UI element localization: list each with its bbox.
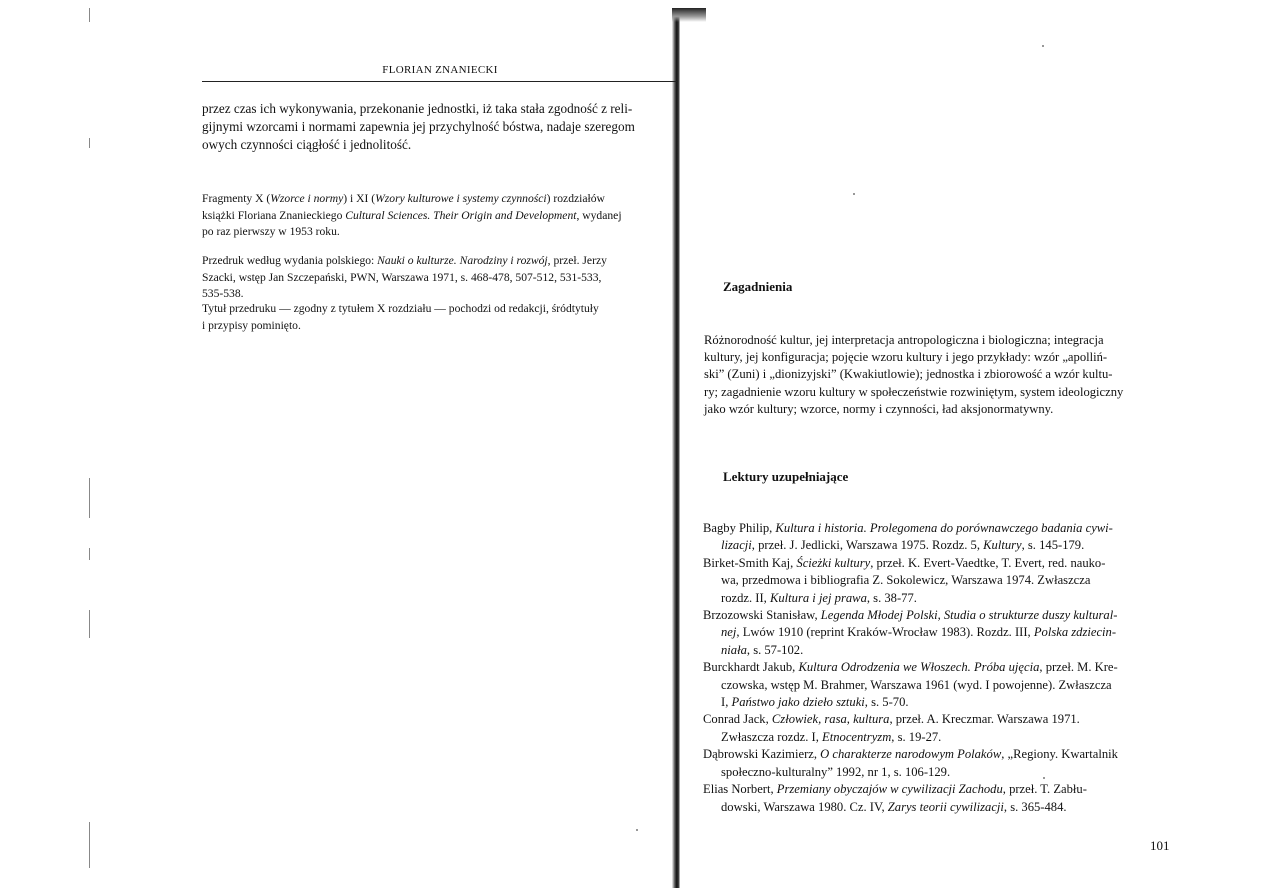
running-head-rule <box>202 81 678 82</box>
issues-paragraph <box>704 332 1180 418</box>
body-line: owych czynności ciągłość i jednolitość. <box>202 137 412 152</box>
scan-margin-mark <box>89 610 90 638</box>
reading-entry: Burckhardt Jakub, Kultura Odrodzenia we Włoszech. Próba ujęcia, przeł. M. Kre- czowska, wstęp M. Brahmer, Warszawa 1961 (wyd. I powojenne). Zwłaszcza I, Państwo jako dzieło sztuki, s. 5-70. <box>703 660 1118 710</box>
body-paragraph <box>202 100 678 154</box>
issues-line: jako wzór kultury; wzorce, normy i czynności, ład aksjonormatywny. <box>704 401 1054 416</box>
body-line: gijnymi wzorcami i normami zapewnia jej przychylność bóstwa, nadaje szeregom <box>202 119 635 134</box>
issues-line: ski” (Zuni) i „dionizyjski” (Kwakiutlowie); jednostka i zbiorowość a wzór kultu- <box>704 367 1113 382</box>
issues-line: kultury, jej konfiguracja; pojęcie wzoru kultury i jego przykłady: wzór „apolliń- <box>704 350 1108 365</box>
source-note: Fragmenty X (Wzorce i normy) i XI (Wzory kulturowe i systemy czynności) rozdziałów książki Floriana Znanieckiego Cultural Sciences. Their Origin and Development, wydanej po raz pierwszy w 1953 roku. <box>202 192 622 238</box>
scan-margin-mark <box>89 548 90 560</box>
scan-margin-mark <box>89 138 90 148</box>
reading-entry: Elias Norbert, Przemiany obyczajów w cywilizacji Zachodu, przeł. T. Zabłu- dowski, Warszawa 1980. Cz. IV, Zarys teorii cywilizacji, s. 365-484. <box>703 782 1087 814</box>
scan-speck <box>636 829 638 831</box>
book-spine-shadow-top <box>672 8 706 22</box>
issues-line: ry; zagadnienie wzoru kultury w społeczeństwie rozwiniętym, system ideologiczny <box>704 384 1124 399</box>
reading-entry: Conrad Jack, Człowiek, rasa, kultura, przeł. A. Kreczmar. Warszawa 1971. Zwłaszcza rozdz. I, Etnocentryzm, s. 19-27. <box>703 712 1080 744</box>
section-heading-issues: Zagadnienia <box>723 279 793 294</box>
reading-entry: Birket-Smith Kaj, Ścieżki kultury, przeł. K. Evert-Vaedtke, T. Evert, red. nauko- wa, przedmowa i bibliografia Z. Sokolewicz, Warszawa 1974. Zwłaszcza rozdz. II, Kultura i jej prawa, s. 38-77. <box>703 555 1106 605</box>
page-number: 101 <box>1150 838 1170 853</box>
scan-margin-mark <box>89 478 90 518</box>
running-head: FLORIAN ZNANIECKI <box>382 64 498 76</box>
section-heading-readings: Lektury uzupełniające <box>723 469 849 484</box>
scan-margin-mark <box>89 8 90 22</box>
reprint-note: Przedruk według wydania polskiego: Nauki o kulturze. Narodziny i rozwój, przeł. Jerzy Szacki, wstęp Jan Szczepański, PWN, Warszawa 1971, s. 468-478, 507-512, 531-533, 535-538. <box>202 254 607 300</box>
reading-entry: Brzozowski Stanisław, Legenda Młodej Polski, Studia o strukturze duszy kultural- nej, Lwów 1910 (reprint Kraków-Wrocław 1983). Rozdz. III, Polska zdziecin- niała, s. 57-102. <box>703 608 1118 657</box>
readings-list <box>703 520 1181 816</box>
reading-entry: Bagby Philip, Kultura i historia. Prolegomena do porównawczego badania cywi- lizacji, przeł. J. Jedlicki, Warszawa 1975. Rozdz. 5, Kultury, s. 145-179. <box>703 521 1113 553</box>
body-line: przez czas ich wykonywania, przekonanie jednostki, iż taka stała zgodność z reli- <box>202 101 633 116</box>
title-note: Tytuł przedruku — zgodny z tytułem X rozdziału — pochodzi od redakcji, śródtytuły i przypisy pominięto. <box>202 302 599 332</box>
scan-speck <box>853 193 855 195</box>
scan-margin-mark <box>89 822 90 868</box>
issues-line: Różnorodność kultur, jej interpretacja antropologiczna i biologiczna; integracja <box>704 333 1104 347</box>
scan-speck <box>1042 45 1044 47</box>
reading-entry: Dąbrowski Kazimierz, O charakterze narodowym Polaków, „Regiony. Kwartalnik społeczno-kulturalny” 1992, nr 1, s. 106-129. <box>703 747 1118 779</box>
